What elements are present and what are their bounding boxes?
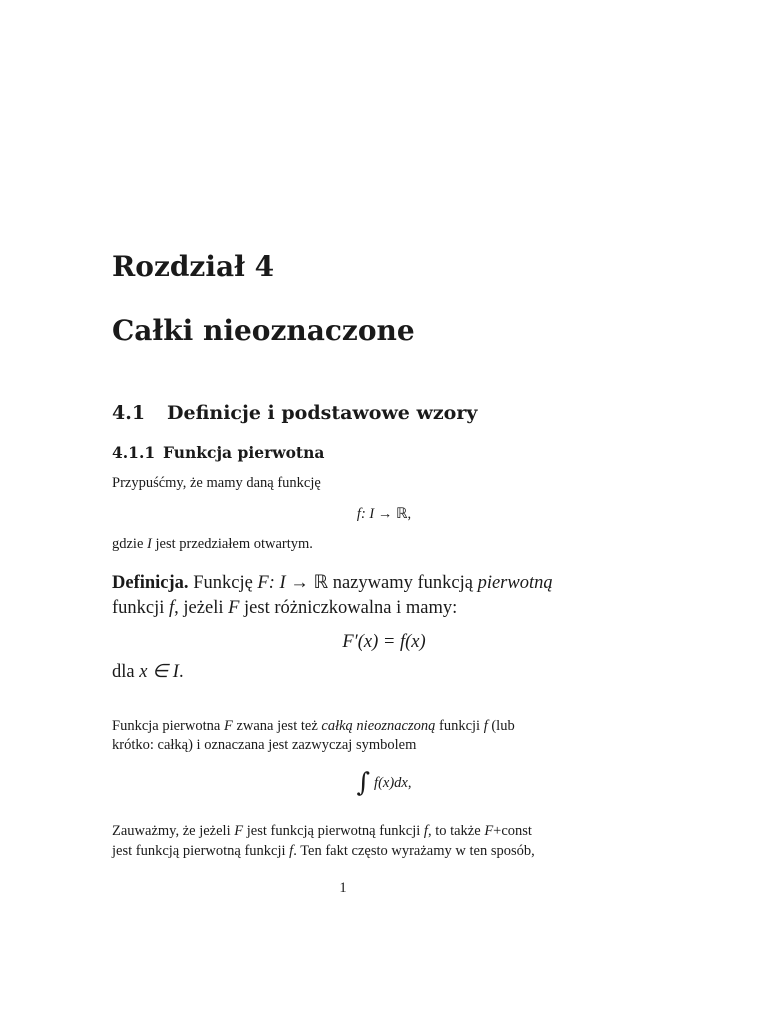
math-f: f [483, 718, 488, 734]
chapter-label: Rozdział 4 [112, 250, 275, 283]
subsection-title: Funkcja pierwotna [163, 443, 325, 462]
paragraph-text: jest funkcją pierwotną funkcji [112, 843, 290, 859]
math-f: f [423, 823, 428, 839]
definition-formula: F′(x) = f(x) [342, 632, 426, 652]
definition-period: . [178, 662, 184, 682]
integral-comma: , [407, 775, 412, 791]
paragraph-text: zwana jest też [232, 718, 322, 734]
subsection-heading [112, 443, 324, 462]
paragraph-text: (lub [487, 718, 515, 734]
paragraph-text: . Ten fakt często wyrażamy w ten sposób, [293, 843, 535, 859]
definition-text: jest różniczkowalna i mamy: [239, 598, 458, 618]
emphasis-calka: całką nieoznaczoną [321, 718, 436, 734]
math-F: F [234, 823, 244, 839]
math-F: F [223, 718, 233, 734]
intro-line-2 [112, 536, 313, 553]
math-const: +const [493, 823, 532, 839]
definition-line-3 [112, 661, 184, 683]
math-x-in-I: x ∈ I [139, 662, 179, 682]
paragraph-text: Funkcja pierwotna [112, 718, 224, 734]
paragraph3-line-2 [112, 843, 535, 860]
math-f: f [289, 843, 294, 859]
paragraph-text: , to także [427, 823, 485, 839]
math-f: f [169, 598, 175, 618]
definition-text: Funkcję [188, 573, 258, 593]
integral-formula [0, 768, 768, 798]
section-number: 4.1 [112, 402, 146, 424]
integral-sign: ∫ [356, 768, 371, 798]
definition-line-2 [112, 598, 457, 619]
paragraph2-line-1 [112, 718, 515, 735]
intro-line-1: Przypuśćmy, że mamy daną funkcję [112, 475, 321, 491]
definition-text: nazywamy funkcją [328, 573, 478, 593]
math-map: : I → [268, 573, 314, 593]
paragraph-text: jest funkcją pierwotną funkcji [243, 823, 424, 839]
paragraph-text: funkcji [435, 718, 484, 734]
definition-text: , jeżeli [174, 598, 229, 618]
page-number: 1 [339, 880, 347, 896]
intro-formula [0, 506, 768, 523]
definition-text: funkcji [112, 598, 170, 618]
section-heading [112, 402, 477, 424]
intro-math-I: I [147, 536, 152, 552]
subsection-number: 4.1.1 [112, 443, 156, 462]
definition-line-1 [112, 572, 553, 594]
formula-comma: , [407, 506, 412, 522]
math-reals: ℝ [313, 573, 329, 593]
math-F: F [484, 823, 494, 839]
paragraph-text: Zauważmy, że jeżeli [112, 823, 235, 839]
formula-reals: ℝ [395, 506, 408, 522]
definition-heading: Definicja. [112, 573, 189, 593]
definition-text: dla [112, 662, 140, 682]
formula-map: : I → [360, 506, 396, 522]
formula-f: f [356, 506, 361, 522]
chapter-title: Całki nieoznaczone [112, 314, 415, 347]
integral-body: f(x)dx [374, 775, 408, 791]
emphasis-pierwotna: pierwotną [477, 573, 553, 593]
math-F: F [257, 573, 269, 593]
paragraph3-line-1 [112, 823, 532, 840]
intro-text: gdzie [112, 536, 148, 552]
paragraph2-line-2: krótko: całką) i oznaczana jest zazwyczaj symbolem [112, 737, 417, 753]
intro-text-end: jest przedziałem otwartym. [151, 536, 313, 552]
section-title: Definicje i podstawowe wzory [167, 402, 478, 424]
math-F: F [228, 598, 240, 618]
